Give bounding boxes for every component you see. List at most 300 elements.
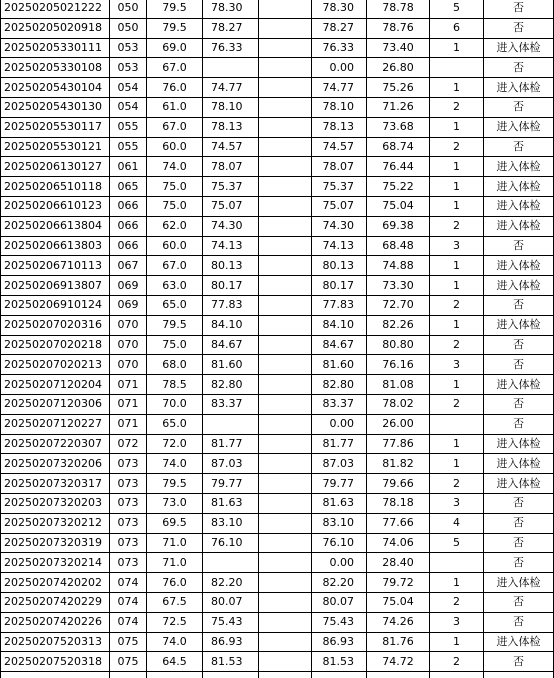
total-score-cell: 82.26	[367, 315, 430, 335]
blank-cell	[259, 592, 312, 612]
rank-cell	[430, 58, 484, 78]
rank-cell: 1	[430, 177, 484, 197]
candidate-id-cell: 20250206710113	[1, 256, 110, 276]
interview-score-cell: 79.77	[203, 474, 259, 494]
blank-cell	[259, 375, 312, 395]
interview-final-cell: 78.13	[312, 117, 367, 137]
total-score-cell: 80.80	[367, 335, 430, 355]
physical-exam-status-cell: 进入体检	[484, 216, 554, 236]
table-row	[1, 236, 554, 256]
blank-cell	[259, 632, 312, 652]
written-score-cell: 69.0	[147, 38, 203, 58]
position-code-cell: 070	[110, 355, 147, 375]
rank-cell: 2	[430, 137, 484, 157]
position-code-cell: 069	[110, 276, 147, 296]
score-table-body	[1, 0, 554, 678]
table-row	[1, 196, 554, 216]
total-score-cell: 74.26	[367, 612, 430, 632]
candidate-id-cell: 20250207120306	[1, 394, 110, 414]
interview-score-cell: 81.60	[203, 355, 259, 375]
written-score-cell: 65.0	[147, 414, 203, 434]
position-code-cell: 071	[110, 375, 147, 395]
written-score-cell: 70.0	[147, 394, 203, 414]
position-code-cell: 073	[110, 493, 147, 513]
interview-score-cell: 80.07	[203, 592, 259, 612]
position-code-cell: 055	[110, 117, 147, 137]
written-score-cell: 71.0	[147, 553, 203, 573]
table-row	[1, 97, 554, 117]
total-score-cell: 76.44	[367, 157, 430, 177]
physical-exam-status-cell: 进入体检	[484, 256, 554, 276]
total-score-cell: 79.72	[367, 573, 430, 593]
interview-score-cell: 80.13	[203, 256, 259, 276]
table-row	[1, 117, 554, 137]
rank-cell: 1	[430, 117, 484, 137]
physical-exam-status-cell: 进入体检	[484, 474, 554, 494]
position-code-cell: 074	[110, 612, 147, 632]
total-score-cell: 81.76	[367, 632, 430, 652]
physical-exam-status-cell: 进入体检	[484, 117, 554, 137]
rank-cell: 1	[430, 38, 484, 58]
interview-score-cell: 77.83	[203, 295, 259, 315]
written-score-cell: 72.0	[147, 434, 203, 454]
position-code-cell: 065	[110, 177, 147, 197]
written-score-cell: 67.0	[147, 117, 203, 137]
written-score-cell: 65.0	[147, 295, 203, 315]
position-code-cell: 071	[110, 414, 147, 434]
written-score-cell: 74.0	[147, 157, 203, 177]
rank-cell: 2	[430, 652, 484, 672]
candidate-id-cell: 20250207120227	[1, 414, 110, 434]
rank-cell: 1	[430, 375, 484, 395]
total-score-cell: 26.80	[367, 58, 430, 78]
blank-cell	[259, 177, 312, 197]
interview-score-cell: 78.07	[203, 157, 259, 177]
interview-score-cell: 82.80	[203, 375, 259, 395]
written-score-cell: 75.0	[147, 335, 203, 355]
total-score-cell: 68.48	[367, 236, 430, 256]
candidate-id-cell: 20250207220307	[1, 434, 110, 454]
position-code-cell: 055	[110, 137, 147, 157]
interview-score-cell	[203, 553, 259, 573]
physical-exam-status-cell: 否	[484, 612, 554, 632]
physical-exam-status-cell: 否	[484, 592, 554, 612]
total-score-cell	[367, 672, 430, 678]
total-score-cell: 75.26	[367, 78, 430, 98]
interview-score-cell: 82.20	[203, 573, 259, 593]
interview-final-cell: 86.93	[312, 632, 367, 652]
physical-exam-status-cell: 否	[484, 553, 554, 573]
rank-cell: 3	[430, 612, 484, 632]
candidate-id-cell: 20250205330111	[1, 38, 110, 58]
interview-final-cell: 77.83	[312, 295, 367, 315]
candidate-id-cell: 20250206910124	[1, 295, 110, 315]
table-row	[1, 18, 554, 38]
table-row	[1, 434, 554, 454]
blank-cell	[259, 454, 312, 474]
written-score-cell: 78.5	[147, 375, 203, 395]
interview-final-cell: 78.07	[312, 157, 367, 177]
interview-final-cell: 80.17	[312, 276, 367, 296]
interview-final-cell: 79.77	[312, 474, 367, 494]
position-code-cell: 075	[110, 632, 147, 652]
total-score-cell: 74.06	[367, 533, 430, 553]
blank-cell	[259, 335, 312, 355]
rank-cell: 2	[430, 216, 484, 236]
interview-score-cell: 81.63	[203, 493, 259, 513]
candidate-id-cell: 20250206613803	[1, 236, 110, 256]
interview-score-cell: 84.10	[203, 315, 259, 335]
blank-cell	[259, 97, 312, 117]
interview-score-cell: 75.37	[203, 177, 259, 197]
table-row	[1, 38, 554, 58]
written-score-cell: 79.5	[147, 0, 203, 18]
physical-exam-status-cell: 否	[484, 394, 554, 414]
interview-final-cell: 75.37	[312, 177, 367, 197]
candidate-id-cell: 20250206510118	[1, 177, 110, 197]
physical-exam-status-cell: 进入体检	[484, 315, 554, 335]
blank-cell	[259, 394, 312, 414]
rank-cell: 3	[430, 355, 484, 375]
written-score-cell: 76.0	[147, 573, 203, 593]
total-score-cell: 79.66	[367, 474, 430, 494]
rank-cell: 1	[430, 315, 484, 335]
candidate-id-cell: 20250207520313	[1, 632, 110, 652]
interview-final-cell: 80.13	[312, 256, 367, 276]
blank-cell	[259, 0, 312, 18]
written-score-cell: 79.5	[147, 18, 203, 38]
physical-exam-status-cell: 否	[484, 414, 554, 434]
total-score-cell: 26.00	[367, 414, 430, 434]
total-score-cell: 73.30	[367, 276, 430, 296]
interview-final-cell: 74.13	[312, 236, 367, 256]
written-score-cell: 75.0	[147, 196, 203, 216]
total-score-cell: 74.72	[367, 652, 430, 672]
interview-final-cell: 74.77	[312, 78, 367, 98]
interview-final-cell	[312, 672, 367, 678]
written-score-cell: 64.5	[147, 652, 203, 672]
rank-cell: 3	[430, 493, 484, 513]
table-row	[1, 335, 554, 355]
blank-cell	[259, 276, 312, 296]
position-code-cell: 066	[110, 236, 147, 256]
rank-cell: 1	[430, 256, 484, 276]
table-row	[1, 414, 554, 434]
candidate-id-cell: 20250206130127	[1, 157, 110, 177]
table-row	[1, 672, 554, 678]
interview-score-cell	[203, 58, 259, 78]
physical-exam-status-cell: 否	[484, 533, 554, 553]
interview-final-cell: 81.53	[312, 652, 367, 672]
table-row	[1, 157, 554, 177]
rank-cell: 1	[430, 276, 484, 296]
interview-final-cell: 0.00	[312, 414, 367, 434]
candidate-id-cell: 20250205020918	[1, 18, 110, 38]
written-score-cell: 67.5	[147, 592, 203, 612]
total-score-cell: 28.40	[367, 553, 430, 573]
blank-cell	[259, 652, 312, 672]
interview-score-cell: 74.77	[203, 78, 259, 98]
candidate-id-cell: 20250207320203	[1, 493, 110, 513]
total-score-cell: 68.74	[367, 137, 430, 157]
candidate-id-cell: 20250205530117	[1, 117, 110, 137]
candidate-id-cell: 20250205430104	[1, 78, 110, 98]
physical-exam-status-cell: 进入体检	[484, 177, 554, 197]
interview-score-cell: 75.07	[203, 196, 259, 216]
table-row	[1, 592, 554, 612]
table-row	[1, 474, 554, 494]
position-code-cell: 054	[110, 78, 147, 98]
blank-cell	[259, 612, 312, 632]
rank-cell	[430, 414, 484, 434]
table-row	[1, 533, 554, 553]
position-code-cell: 075	[110, 652, 147, 672]
total-score-cell: 77.66	[367, 513, 430, 533]
candidate-id-cell: 20250205330108	[1, 58, 110, 78]
total-score-cell: 75.04	[367, 592, 430, 612]
written-score-cell: 75.0	[147, 177, 203, 197]
written-score-cell: 68.0	[147, 355, 203, 375]
rank-cell: 1	[430, 573, 484, 593]
rank-cell: 1	[430, 454, 484, 474]
physical-exam-status-cell: 否	[484, 335, 554, 355]
total-score-cell: 78.02	[367, 394, 430, 414]
blank-cell	[259, 513, 312, 533]
interview-final-cell: 82.80	[312, 375, 367, 395]
table-row	[1, 177, 554, 197]
physical-exam-status-cell: 否	[484, 0, 554, 18]
rank-cell: 6	[430, 18, 484, 38]
interview-score-cell: 78.30	[203, 0, 259, 18]
written-score-cell: 74.0	[147, 454, 203, 474]
table-row	[1, 632, 554, 652]
physical-exam-status-cell: 进入体检	[484, 632, 554, 652]
physical-exam-status-cell: 进入体检	[484, 38, 554, 58]
table-row	[1, 58, 554, 78]
blank-cell	[259, 236, 312, 256]
written-score-cell: 79.5	[147, 315, 203, 335]
total-score-cell: 78.78	[367, 0, 430, 18]
rank-cell: 2	[430, 394, 484, 414]
candidate-id-cell: 20250207420226	[1, 612, 110, 632]
interview-final-cell: 0.00	[312, 58, 367, 78]
rank-cell: 1	[430, 196, 484, 216]
written-score-cell	[147, 672, 203, 678]
position-code-cell: 071	[110, 394, 147, 414]
interview-score-cell: 76.10	[203, 533, 259, 553]
rank-cell: 2	[430, 474, 484, 494]
written-score-cell: 73.0	[147, 493, 203, 513]
total-score-cell: 81.08	[367, 375, 430, 395]
physical-exam-status-cell: 否	[484, 97, 554, 117]
physical-exam-status-cell: 进入体检	[484, 276, 554, 296]
blank-cell	[259, 355, 312, 375]
candidate-id-cell: 20250206913807	[1, 276, 110, 296]
written-score-cell: 63.0	[147, 276, 203, 296]
position-code-cell: 066	[110, 196, 147, 216]
interview-final-cell: 84.67	[312, 335, 367, 355]
position-code-cell: 053	[110, 38, 147, 58]
physical-exam-status-cell: 否	[484, 18, 554, 38]
position-code-cell: 073	[110, 553, 147, 573]
interview-final-cell: 0.00	[312, 553, 367, 573]
table-row	[1, 394, 554, 414]
interview-score-cell: 74.13	[203, 236, 259, 256]
candidate-id-cell: 20250207320319	[1, 533, 110, 553]
total-score-cell: 78.76	[367, 18, 430, 38]
blank-cell	[259, 553, 312, 573]
table-row	[1, 216, 554, 236]
candidate-id-cell: 20250206613804	[1, 216, 110, 236]
written-score-cell: 67.0	[147, 256, 203, 276]
interview-score-cell: 80.17	[203, 276, 259, 296]
position-code-cell: 072	[110, 434, 147, 454]
candidate-id-cell: 20250207120204	[1, 375, 110, 395]
table-row	[1, 315, 554, 335]
candidate-id-cell: 20250207320214	[1, 553, 110, 573]
total-score-cell: 77.86	[367, 434, 430, 454]
written-score-cell: 74.0	[147, 632, 203, 652]
interview-final-cell: 83.37	[312, 394, 367, 414]
candidate-id-cell: 20250207020218	[1, 335, 110, 355]
interview-final-cell: 78.10	[312, 97, 367, 117]
position-code-cell: 061	[110, 157, 147, 177]
physical-exam-status-cell: 进入体检	[484, 454, 554, 474]
blank-cell	[259, 216, 312, 236]
physical-exam-status-cell: 进入体检	[484, 375, 554, 395]
rank-cell: 4	[430, 513, 484, 533]
rank-cell: 5	[430, 533, 484, 553]
interview-score-cell: 76.33	[203, 38, 259, 58]
written-score-cell: 62.0	[147, 216, 203, 236]
candidate-id-cell	[1, 672, 110, 678]
candidate-id-cell: 20250205430130	[1, 97, 110, 117]
interview-score-cell: 81.77	[203, 434, 259, 454]
blank-cell	[259, 414, 312, 434]
interview-score-cell: 78.27	[203, 18, 259, 38]
table-row	[1, 454, 554, 474]
interview-score-cell: 83.10	[203, 513, 259, 533]
physical-exam-status-cell: 进入体检	[484, 157, 554, 177]
rank-cell: 2	[430, 295, 484, 315]
interview-score-cell: 78.13	[203, 117, 259, 137]
interview-final-cell: 82.20	[312, 573, 367, 593]
rank-cell: 2	[430, 335, 484, 355]
rank-cell: 2	[430, 592, 484, 612]
total-score-cell: 71.26	[367, 97, 430, 117]
candidate-id-cell: 20250207320206	[1, 454, 110, 474]
blank-cell	[259, 18, 312, 38]
physical-exam-status-cell: 否	[484, 355, 554, 375]
written-score-cell: 61.0	[147, 97, 203, 117]
interview-score-cell: 86.93	[203, 632, 259, 652]
written-score-cell: 72.5	[147, 612, 203, 632]
position-code-cell: 070	[110, 315, 147, 335]
blank-cell	[259, 474, 312, 494]
interview-final-cell: 74.57	[312, 137, 367, 157]
physical-exam-status-cell	[484, 672, 554, 678]
physical-exam-status-cell: 进入体检	[484, 78, 554, 98]
interview-final-cell: 81.77	[312, 434, 367, 454]
position-code-cell: 050	[110, 0, 147, 18]
rank-cell: 2	[430, 97, 484, 117]
interview-final-cell: 81.60	[312, 355, 367, 375]
table-row	[1, 513, 554, 533]
interview-score-cell: 78.10	[203, 97, 259, 117]
interview-final-cell: 80.07	[312, 592, 367, 612]
rank-cell: 1	[430, 434, 484, 454]
table-row	[1, 256, 554, 276]
interview-final-cell: 76.10	[312, 533, 367, 553]
table-row	[1, 493, 554, 513]
blank-cell	[259, 295, 312, 315]
physical-exam-status-cell: 进入体检	[484, 196, 554, 216]
table-row	[1, 276, 554, 296]
interview-final-cell: 76.33	[312, 38, 367, 58]
blank-cell	[259, 573, 312, 593]
interview-score-cell	[203, 672, 259, 678]
rank-cell: 1	[430, 157, 484, 177]
position-code-cell: 066	[110, 216, 147, 236]
physical-exam-status-cell: 否	[484, 58, 554, 78]
candidate-id-cell: 20250207020213	[1, 355, 110, 375]
rank-cell: 3	[430, 236, 484, 256]
blank-cell	[259, 58, 312, 78]
interview-final-cell: 81.63	[312, 493, 367, 513]
written-score-cell: 79.5	[147, 474, 203, 494]
position-code-cell: 074	[110, 592, 147, 612]
interview-score-cell: 74.30	[203, 216, 259, 236]
total-score-cell: 74.88	[367, 256, 430, 276]
interview-final-cell: 78.30	[312, 0, 367, 18]
physical-exam-status-cell: 否	[484, 295, 554, 315]
written-score-cell: 60.0	[147, 137, 203, 157]
candidate-id-cell: 20250205021222	[1, 0, 110, 18]
position-code-cell: 073	[110, 474, 147, 494]
interview-final-cell: 83.10	[312, 513, 367, 533]
candidate-id-cell: 20250207320212	[1, 513, 110, 533]
candidate-id-cell: 20250206610123	[1, 196, 110, 216]
blank-cell	[259, 157, 312, 177]
physical-exam-status-cell: 否	[484, 236, 554, 256]
interview-score-cell: 75.43	[203, 612, 259, 632]
rank-cell: 5	[430, 0, 484, 18]
position-code-cell: 054	[110, 97, 147, 117]
total-score-cell: 72.70	[367, 295, 430, 315]
total-score-cell: 76.16	[367, 355, 430, 375]
rank-cell: 1	[430, 78, 484, 98]
blank-cell	[259, 533, 312, 553]
total-score-cell: 81.82	[367, 454, 430, 474]
interview-score-cell: 74.57	[203, 137, 259, 157]
table-row	[1, 612, 554, 632]
interview-final-cell: 75.43	[312, 612, 367, 632]
table-row	[1, 553, 554, 573]
total-score-cell: 69.38	[367, 216, 430, 236]
blank-cell	[259, 38, 312, 58]
rank-cell	[430, 553, 484, 573]
written-score-cell: 76.0	[147, 78, 203, 98]
interview-score-cell: 83.37	[203, 394, 259, 414]
interview-final-cell: 74.30	[312, 216, 367, 236]
position-code-cell: 069	[110, 295, 147, 315]
position-code-cell	[110, 672, 147, 678]
table-row	[1, 652, 554, 672]
position-code-cell: 074	[110, 573, 147, 593]
total-score-cell: 75.04	[367, 196, 430, 216]
candidate-id-cell: 20250207520318	[1, 652, 110, 672]
position-code-cell: 053	[110, 58, 147, 78]
